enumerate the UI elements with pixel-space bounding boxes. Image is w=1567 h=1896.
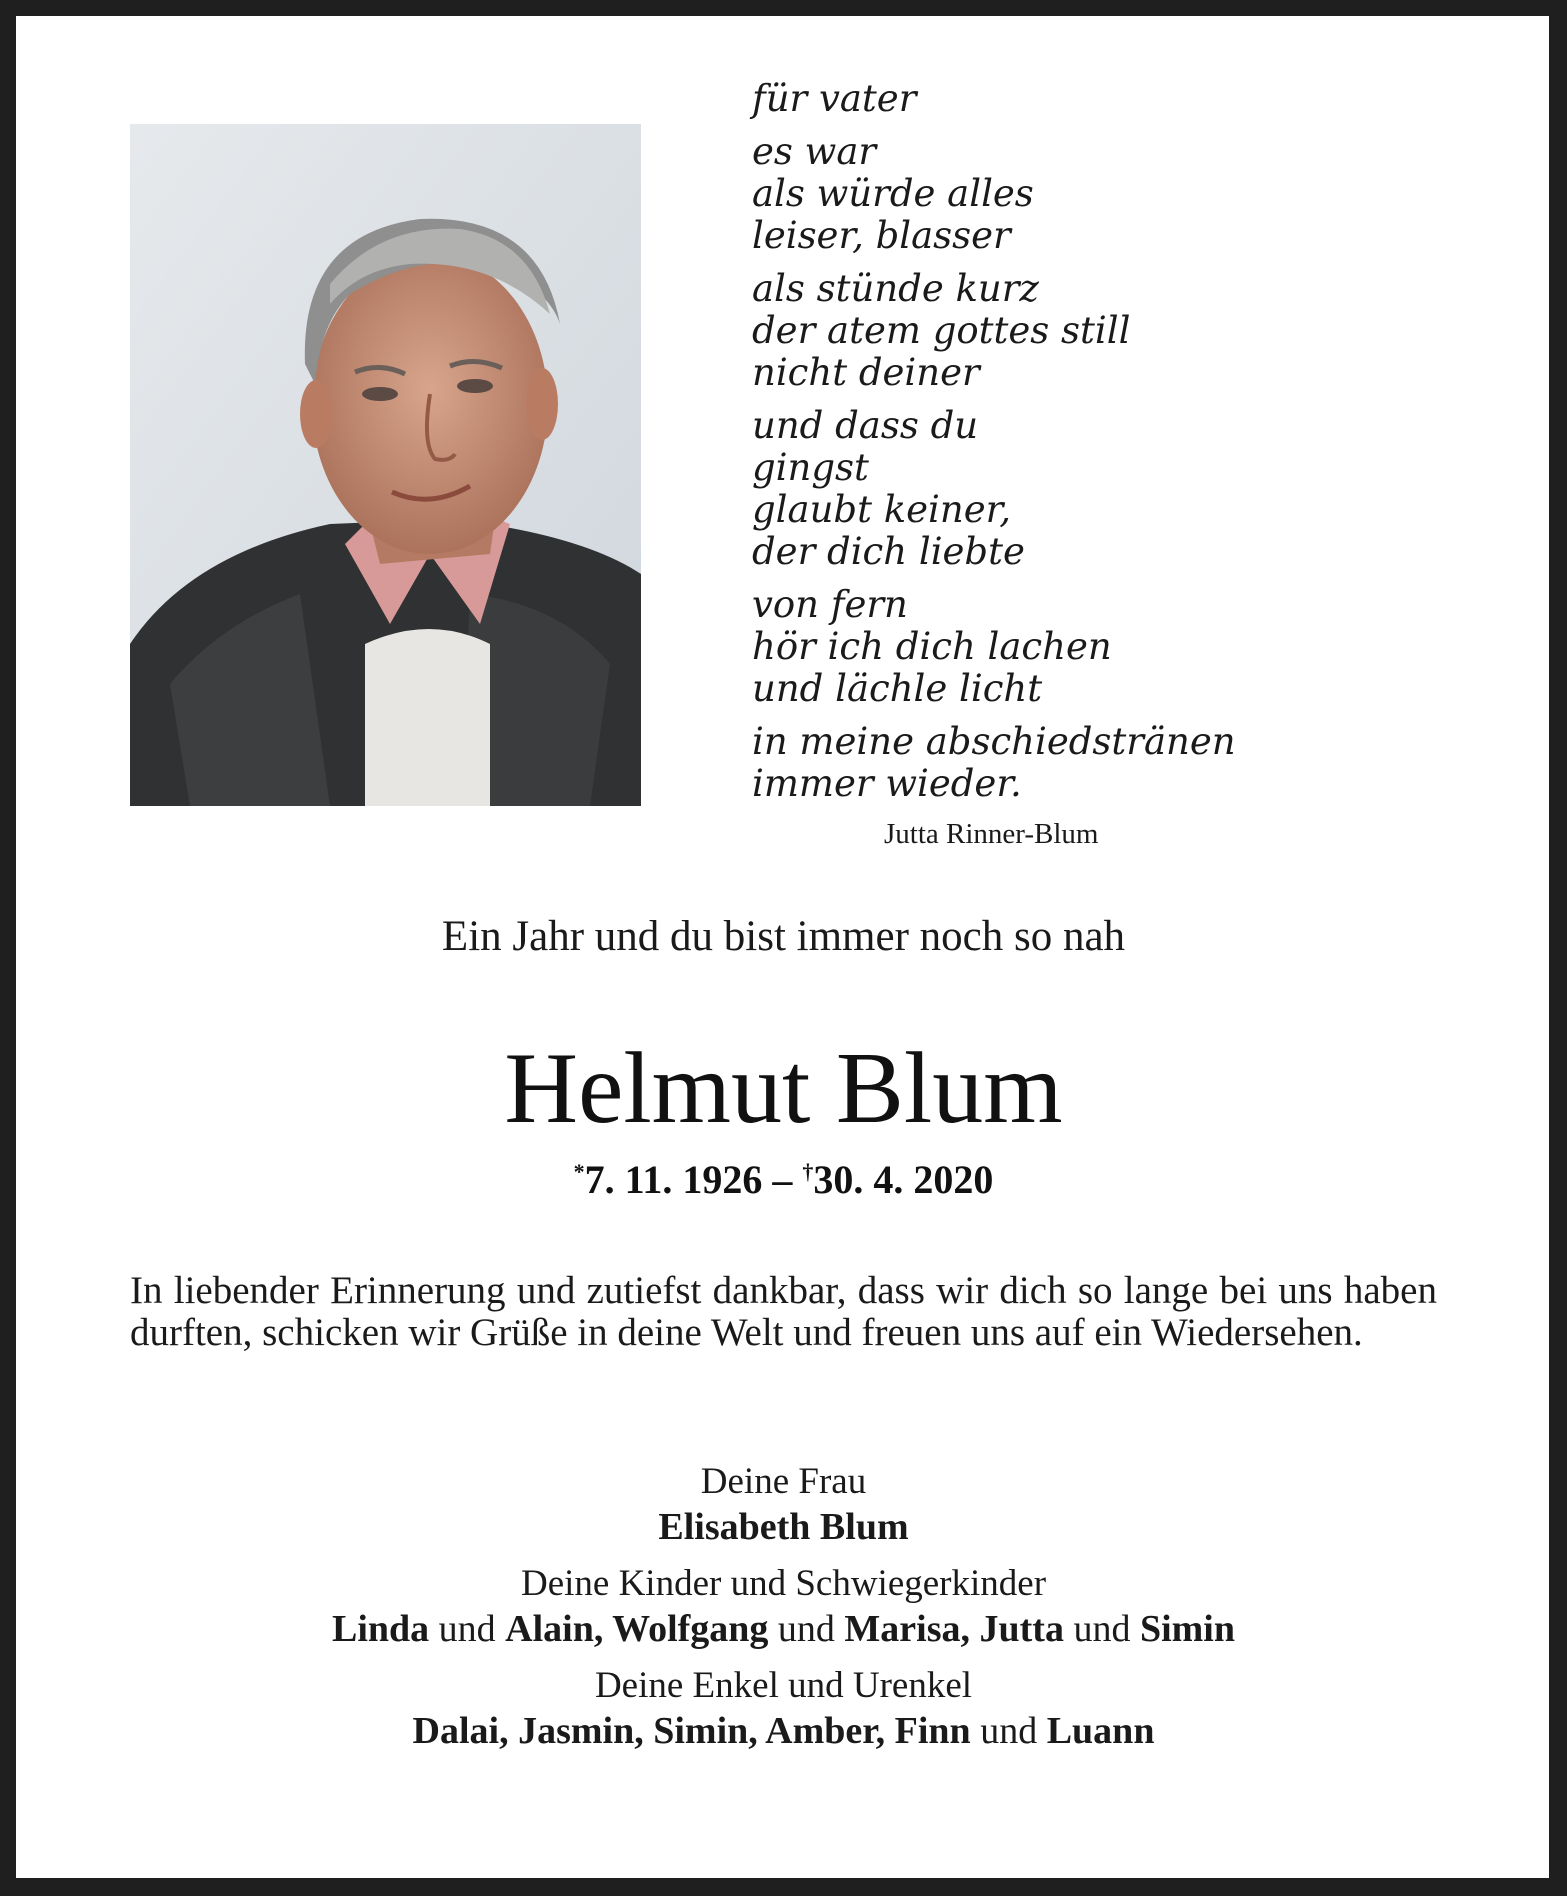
grandchild-name: Luann [1046, 1710, 1155, 1752]
name-connector: und [1063, 1608, 1140, 1650]
portrait-photo [130, 124, 641, 806]
deceased-name: Helmut Blum [504, 1032, 1063, 1145]
poem-line: der dich liebte [752, 530, 1025, 573]
poem-stanza [752, 268, 1272, 394]
poem-line: immer wieder. [752, 762, 1022, 805]
poem-line: und dass du [752, 404, 979, 447]
children-label: Deine Kinder und Schwiegerkinder [520, 1563, 1047, 1604]
poem-line: leiser, blasser [752, 214, 1011, 257]
wife-label: Deine Frau [700, 1461, 867, 1502]
death-date: 30. 4. 2020 [813, 1157, 994, 1202]
child-name: Simin [1139, 1608, 1235, 1650]
birth-symbol: * [573, 1159, 585, 1184]
poem-line: gingst [752, 446, 869, 489]
child-name: Marisa, Jutta [844, 1608, 1064, 1650]
wife-name [0, 1504, 1567, 1550]
poem-line: hör ich dich lachen [752, 625, 1112, 668]
memorial-message: In liebender Erinnerung und zutiefst dankbar, dass wir dich so lange bei uns haben durften, schicken wir Grüße in deine Welt und freuen uns auf ein Wiedersehen. [130, 1269, 1437, 1354]
poem-line: von fern [752, 583, 908, 626]
poem-stanza [752, 584, 1272, 710]
poem-line: nicht deiner [752, 351, 980, 394]
name-connector: und [970, 1710, 1047, 1752]
poem-stanza [752, 131, 1272, 257]
grandchildren-names [0, 1708, 1567, 1754]
child-name: Linda [331, 1608, 430, 1650]
birth-date: 7. 11. 1926 [584, 1157, 763, 1202]
poem-line: als würde alles [752, 172, 1034, 215]
mourners-list [0, 1460, 1567, 1766]
name-connector: und [768, 1608, 845, 1650]
memorial-subtitle: Ein Jahr und du bist immer noch so nah [441, 913, 1126, 960]
poem-line: als stünde kurz [752, 267, 1039, 310]
date-separator: – [772, 1157, 793, 1202]
grandchildren-label: Deine Enkel und Urenkel [594, 1665, 973, 1706]
poem [752, 78, 1272, 816]
poem-line: glaubt keiner, [752, 488, 1011, 531]
name-connector: und [429, 1608, 506, 1650]
life-dates [0, 1156, 1567, 1203]
poem-author: Jutta Rinner-Blum [884, 818, 1099, 850]
poem-line: der atem gottes still [752, 309, 1131, 352]
grandchild-name: Dalai, Jasmin, Simin, Amber, Finn [412, 1710, 971, 1752]
poem-title: für vater [752, 77, 917, 120]
poem-line: in meine abschiedstränen [752, 720, 1236, 763]
poem-stanza [752, 721, 1272, 805]
children-names [0, 1606, 1567, 1652]
child-name: Alain, Wolfgang [505, 1608, 769, 1650]
poem-line: es war [752, 130, 877, 173]
poem-stanza [752, 405, 1272, 573]
wife-name-text: Elisabeth Blum [658, 1506, 909, 1548]
poem-line: und lächle licht [752, 667, 1043, 710]
death-symbol: † [802, 1159, 814, 1184]
